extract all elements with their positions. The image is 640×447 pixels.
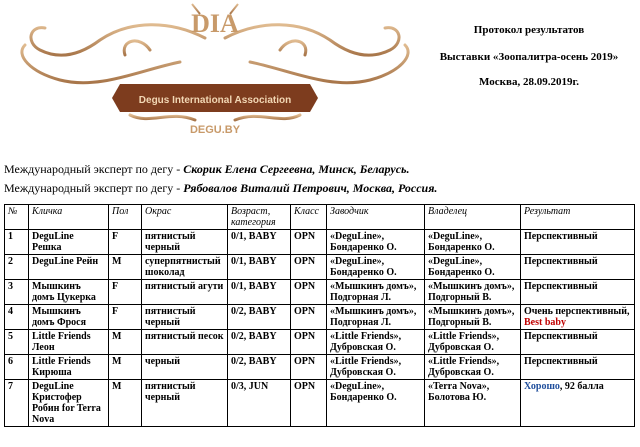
cell-age: 0/1, BABY: [228, 230, 291, 255]
cell-result: Перспективный: [521, 355, 635, 380]
cell-color: пятнистый черный: [142, 230, 228, 255]
cell-age: 0/3, JUN: [228, 380, 291, 427]
cell-breeder: «DeguLine», Бондаренко О.: [327, 255, 425, 280]
cell-result: Перспективный: [521, 330, 635, 355]
col-header-age: Возраст, категория: [228, 205, 291, 230]
cell-name: DeguLine Кристофер Робин for Terra Nova: [29, 380, 109, 427]
cell-sex: M: [109, 330, 142, 355]
expert-name: Скорик Елена Сергеевна, Минск, Беларусь.: [183, 162, 410, 176]
cell-class: OPN: [291, 280, 327, 305]
table-header-row: [5, 205, 635, 230]
cell-owner: «Мышкинъ домъ», Подгорный В.: [425, 305, 521, 330]
cell-result: Перспективный: [521, 255, 635, 280]
logo-site: DEGU.BY: [189, 124, 241, 136]
cell-class: OPN: [291, 230, 327, 255]
cell-name: Little Friends Леон: [29, 330, 109, 355]
expert-line-2: [4, 181, 437, 196]
cell-breeder: «DeguLine», Бондаренко О.: [327, 380, 425, 427]
cell-class: OPN: [291, 330, 327, 355]
col-header-color: Окрас: [142, 205, 228, 230]
col-header-num: №: [5, 205, 29, 230]
col-header-breeder: Заводчик: [327, 205, 425, 230]
cell-result: [521, 380, 635, 427]
cell-color: пятнистый песок: [142, 330, 228, 355]
table-row: [5, 255, 635, 280]
cell-owner: «Terra Nova», Болотова Ю.: [425, 380, 521, 427]
cell-class: OPN: [291, 355, 327, 380]
cell-name: DeguLine Рейн: [29, 255, 109, 280]
cell-num: 2: [5, 255, 29, 280]
col-header-sex: Пол: [109, 205, 142, 230]
best-baby-award: Best baby: [524, 317, 566, 328]
expert-prefix: Международный эксперт по дегу -: [4, 162, 184, 176]
cell-result: [521, 305, 635, 330]
cell-name: Little Friends Кирюша: [29, 355, 109, 380]
cell-age: 0/1, BABY: [228, 255, 291, 280]
cell-sex: M: [109, 255, 142, 280]
table-row: [5, 355, 635, 380]
cell-breeder: «Мышкинъ домъ», Подгорная Л.: [327, 305, 425, 330]
cell-sex: M: [109, 355, 142, 380]
cell-num: 7: [5, 380, 29, 427]
cell-color: черный: [142, 355, 228, 380]
cell-result: Перспективный: [521, 280, 635, 305]
dia-logo: [0, 0, 415, 142]
cell-owner: «DeguLine», Бондаренко О.: [425, 230, 521, 255]
cell-color: пятнистый черный: [142, 380, 228, 427]
cell-owner: «Little Friends», Дубровская О.: [425, 330, 521, 355]
table-row: [5, 230, 635, 255]
cell-class: OPN: [291, 305, 327, 330]
table-row: [5, 280, 635, 305]
cell-age: 0/2, BABY: [228, 305, 291, 330]
table-row: [5, 380, 635, 427]
expert-prefix: Международный эксперт по дегу -: [4, 181, 184, 195]
cell-color: пятнистый агути: [142, 280, 228, 305]
result-score: , 92 балла: [559, 381, 604, 392]
cell-color: пятнистый черный: [142, 305, 228, 330]
results-table: [4, 204, 635, 427]
cell-sex: F: [109, 230, 142, 255]
cell-breeder: «DeguLine», Бондаренко О.: [327, 230, 425, 255]
cell-owner: «Little Friends», Дубровская О.: [425, 355, 521, 380]
cell-name: Мышкинъ домъ Фрося: [29, 305, 109, 330]
cell-num: 4: [5, 305, 29, 330]
exhibition-date: Москва, 28.09.2019г.: [479, 76, 579, 88]
expert-line-1: [4, 162, 410, 177]
cell-sex: F: [109, 305, 142, 330]
cell-owner: «DeguLine», Бондаренко О.: [425, 255, 521, 280]
expert-name: Рябовалов Виталий Петрович, Москва, Россия.: [183, 181, 438, 195]
col-header-class: Класс: [291, 205, 327, 230]
cell-name: DeguLine Решка: [29, 230, 109, 255]
logo-title: DIA: [191, 9, 239, 38]
cell-class: OPN: [291, 255, 327, 280]
cell-name: Мышкинъ домъ Цукерка: [29, 280, 109, 305]
cell-num: 1: [5, 230, 29, 255]
cell-class: OPN: [291, 380, 327, 427]
table-row: [5, 330, 635, 355]
col-header-name: Кличка: [29, 205, 109, 230]
cell-age: 0/2, BABY: [228, 355, 291, 380]
cell-color: суперпятнистый шоколад: [142, 255, 228, 280]
cell-breeder: «Little Friends», Дубровская О.: [327, 330, 425, 355]
result-grade: Хорошо: [524, 381, 560, 392]
result-text: Очень перспективный,: [524, 306, 630, 317]
cell-sex: M: [109, 380, 142, 427]
col-header-result: Результат: [521, 205, 635, 230]
cell-num: 6: [5, 355, 29, 380]
cell-owner: «Мышкинъ домъ», Подгорный В.: [425, 280, 521, 305]
protocol-title: Протокол результатов: [473, 24, 585, 36]
cell-age: 0/2, BABY: [228, 330, 291, 355]
logo-banner-text: Degus International Association: [138, 95, 292, 106]
cell-num: 5: [5, 330, 29, 355]
col-header-owner: Владелец: [425, 205, 521, 230]
cell-result: Перспективный: [521, 230, 635, 255]
cell-age: 0/1, BABY: [228, 280, 291, 305]
cell-num: 3: [5, 280, 29, 305]
exhibition-title: Выставки «Зоопалитра-осень 2019»: [439, 51, 619, 63]
table-row: [5, 305, 635, 330]
cell-breeder: «Мышкинъ домъ», Подгорная Л.: [327, 280, 425, 305]
cell-sex: F: [109, 280, 142, 305]
cell-breeder: «Little Friends», Дубровская О.: [327, 355, 425, 380]
